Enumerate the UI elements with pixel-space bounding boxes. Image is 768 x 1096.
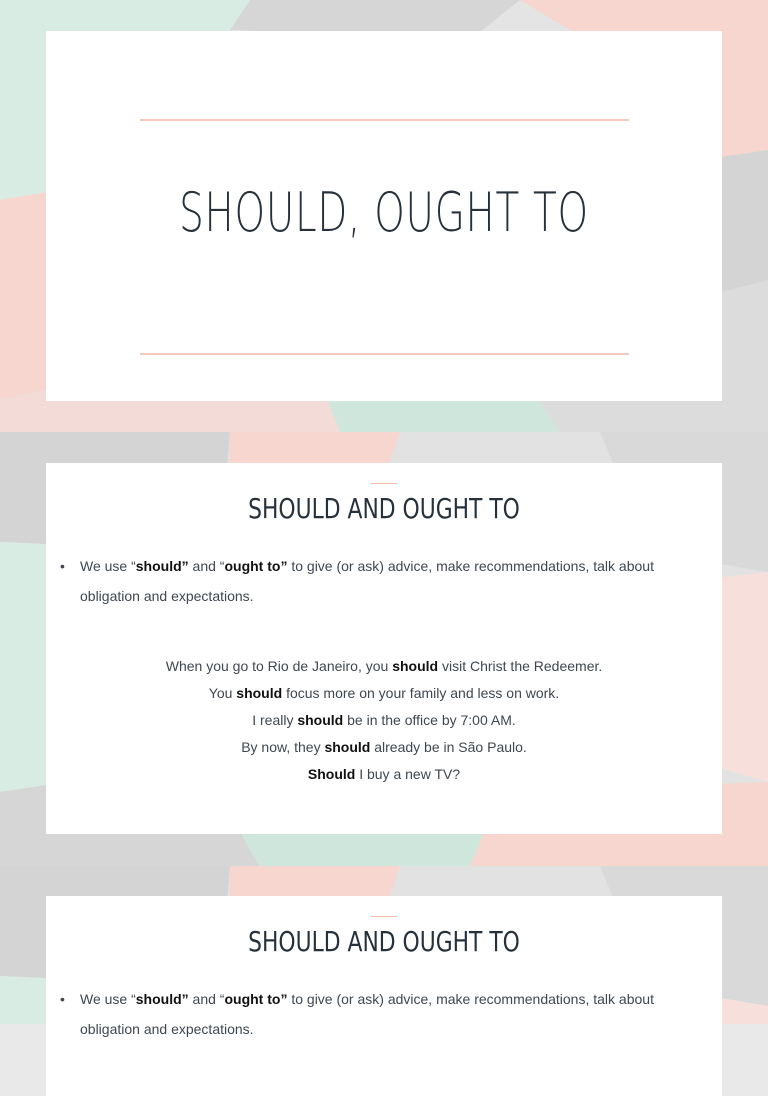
example-text: I buy a new TV? — [355, 766, 461, 782]
example-sentence — [46, 707, 722, 734]
example-sentence — [46, 734, 722, 761]
example-keyword: should — [297, 712, 344, 728]
title-accent-line — [371, 483, 397, 484]
title-slide-card — [46, 31, 722, 401]
example-text: I really — [252, 712, 298, 728]
example-text: be in the office by 7:00 AM. — [343, 712, 516, 728]
bullet-text-3: to give (or ask) advice, make recommendations, talk about obligation and expectations. — [80, 558, 654, 604]
example-text: By now, they — [241, 739, 325, 755]
title-top-rule — [140, 119, 629, 121]
bullet-text-1: We use “ — [80, 991, 136, 1007]
bullet-point — [60, 984, 680, 1044]
keyword-ought-to: ought to” — [224, 991, 288, 1007]
slide-title: SHOULD AND OUGHT TO — [248, 925, 520, 958]
bullet-text-2: and “ — [188, 558, 225, 574]
slide-title: SHOULD AND OUGHT TO — [248, 492, 520, 525]
keyword-should: should” — [135, 991, 189, 1007]
bullet-text-3: to give (or ask) advice, make recommendations, talk about obligation and expectations. — [80, 991, 654, 1037]
example-keyword: Should — [307, 766, 356, 782]
bullet-dot-icon: • — [60, 558, 65, 574]
title-accent-line — [371, 916, 397, 917]
bullet-point — [60, 551, 680, 611]
example-sentence — [46, 653, 722, 680]
example-keyword: should — [392, 658, 439, 674]
bullet-dot-icon: • — [60, 991, 65, 1007]
example-text: You — [208, 685, 237, 701]
example-text: already be in São Paulo. — [370, 739, 527, 755]
example-sentence — [46, 761, 722, 788]
example-text: focus more on your family and less on work. — [282, 685, 560, 701]
presentation-title: SHOULD, OUGHT TO — [179, 181, 589, 244]
example-sentence — [46, 680, 722, 707]
example-keyword: should — [324, 739, 371, 755]
keyword-should: should” — [135, 558, 189, 574]
example-sentences — [46, 653, 722, 788]
content-slide-card-partial — [46, 896, 722, 1096]
bullet-text-2: and “ — [188, 991, 225, 1007]
keyword-ought-to: ought to” — [224, 558, 288, 574]
content-slide-card — [46, 463, 722, 834]
example-text: When you go to Rio de Janeiro, you — [165, 658, 393, 674]
example-keyword: should — [236, 685, 283, 701]
bullet-text-1: We use “ — [80, 558, 136, 574]
title-bottom-rule — [140, 353, 629, 355]
example-text: visit Christ the Redeemer. — [438, 658, 603, 674]
